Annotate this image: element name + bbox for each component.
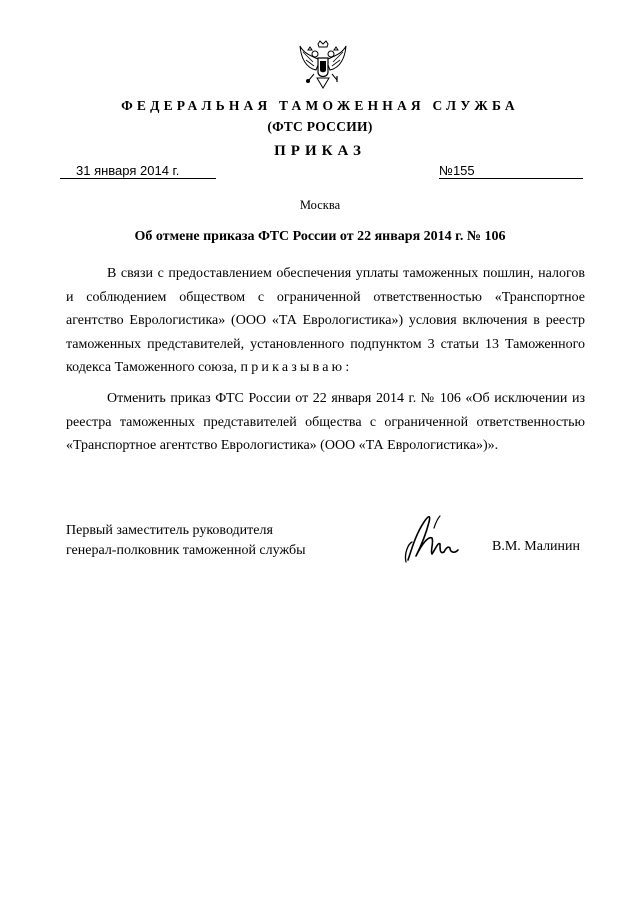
signer-name: В.М. Малинин [492,539,581,554]
agency-short-name: (ФТС РОССИИ) [267,119,373,134]
city: Москва [299,198,341,212]
agency-name: ФЕДЕРАЛЬНАЯ ТАМОЖЕННАЯ СЛУЖБА [121,98,519,113]
order-number: №155 [439,164,583,179]
paragraph-grounds-text: В связи с предоставлением обеспечения уплаты таможенных пошлин, налогов и соблюдением обществом с ограниченной ответственностью «Транспортное агентство Еврологистика» (ООО «ТА Еврологистика») условия включения в реестр таможенных представителей, установленного подпунктом 3 статьи 13 Таможенного кодекса Таможенного союза, [66,266,585,375]
handwritten-signature-icon [398,508,464,568]
order-date: 31 января 2014 г. [60,164,216,179]
signer-position-line2: генерал-полковник таможенной службы [66,543,306,558]
document-title: Об отмене приказа ФТС России от 22 января 2014 г. № 106 [134,229,506,244]
paragraph-grounds [66,262,585,380]
paragraph-order: Отменить приказ ФТС России от 22 января 2014 г. № 106 «Об исключении из реестра таможенных представителей общества с ограниченной ответственностью «Транспортное агентство Еврологистика» (ООО «ТА Еврологистика»)». [66,391,585,453]
signer-position-line1: Первый заместитель руководителя [66,523,273,538]
signer-position [66,521,305,561]
document-type: ПРИКАЗ [274,143,366,159]
order-word: приказываю: [240,360,353,375]
coat-of-arms-icon [298,40,348,92]
